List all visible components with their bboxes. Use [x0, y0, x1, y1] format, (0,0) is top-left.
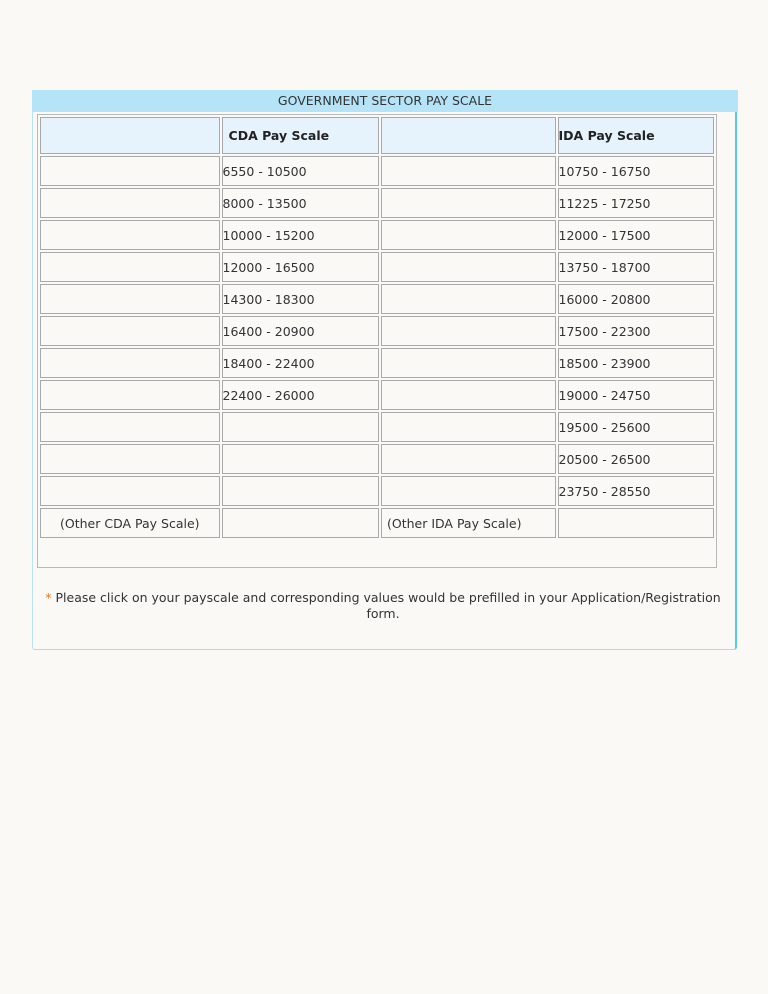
ida-pay-scale-option[interactable]: 11225 - 17250: [558, 188, 714, 218]
ida-pay-scale-option[interactable]: 19500 - 25600: [558, 412, 714, 442]
cda-pay-scale-empty: [222, 444, 379, 474]
spacer-cell: [40, 444, 220, 474]
ida-pay-scale-option[interactable]: 10750 - 16750: [558, 156, 714, 186]
other-ida-pay-scale-option[interactable]: (Other IDA Pay Scale): [381, 508, 556, 538]
spacer-cell: [381, 348, 556, 378]
table-row-other: [40, 508, 714, 538]
cda-pay-scale-empty: [222, 476, 379, 506]
ida-pay-scale-option[interactable]: 16000 - 20800: [558, 284, 714, 314]
spacer-cell: [40, 348, 220, 378]
spacer-cell: [381, 284, 556, 314]
table-row: [40, 156, 714, 186]
spacer-cell: [40, 188, 220, 218]
spacer-cell: [558, 508, 714, 538]
cda-pay-scale-option[interactable]: 6550 - 10500: [222, 156, 379, 186]
header-cell-blank-ida: [381, 117, 556, 154]
cda-pay-scale-option[interactable]: 14300 - 18300: [222, 284, 379, 314]
spacer-cell: [381, 252, 556, 282]
instruction-text: Please click on your payscale and corresponding values would be prefilled in your Application/Registration form.: [51, 590, 721, 621]
cda-pay-scale-option[interactable]: 16400 - 20900: [222, 316, 379, 346]
pay-scale-table-frame: [37, 114, 717, 568]
spacer-cell: [381, 444, 556, 474]
table-row: [40, 188, 714, 218]
table-row: [40, 284, 714, 314]
spacer-cell: [381, 188, 556, 218]
header-ida-pay-scale: IDA Pay Scale: [558, 117, 714, 154]
table-row: [40, 476, 714, 506]
ida-pay-scale-option[interactable]: 12000 - 17500: [558, 220, 714, 250]
other-cda-pay-scale-option[interactable]: (Other CDA Pay Scale): [40, 508, 220, 538]
pay-scale-panel: [32, 90, 737, 650]
ida-pay-scale-option[interactable]: 23750 - 28550: [558, 476, 714, 506]
header-cda-pay-scale: CDA Pay Scale: [222, 117, 379, 154]
spacer-cell: [381, 220, 556, 250]
ida-pay-scale-option[interactable]: 17500 - 22300: [558, 316, 714, 346]
instruction-note: [43, 590, 723, 622]
ida-pay-scale-option[interactable]: 18500 - 23900: [558, 348, 714, 378]
cda-pay-scale-empty: [222, 412, 379, 442]
spacer-cell: [381, 316, 556, 346]
cda-pay-scale-option[interactable]: 12000 - 16500: [222, 252, 379, 282]
spacer-cell: [40, 380, 220, 410]
spacer-cell: [40, 316, 220, 346]
cda-pay-scale-option[interactable]: 10000 - 15200: [222, 220, 379, 250]
cda-pay-scale-option[interactable]: 8000 - 13500: [222, 188, 379, 218]
panel-title: GOVERNMENT SECTOR PAY SCALE: [32, 90, 738, 112]
table-row: [40, 316, 714, 346]
cda-pay-scale-option[interactable]: 18400 - 22400: [222, 348, 379, 378]
table-header-row: [40, 117, 714, 154]
spacer-cell: [381, 476, 556, 506]
table-row: [40, 444, 714, 474]
cda-pay-scale-option[interactable]: 22400 - 26000: [222, 380, 379, 410]
header-cell-blank-cda: [40, 117, 220, 154]
pay-scale-table: [38, 115, 716, 540]
ida-pay-scale-option[interactable]: 19000 - 24750: [558, 380, 714, 410]
spacer-cell: [40, 412, 220, 442]
table-row: [40, 348, 714, 378]
spacer-cell: [40, 284, 220, 314]
ida-pay-scale-option[interactable]: 20500 - 26500: [558, 444, 714, 474]
spacer-cell: [40, 476, 220, 506]
table-row: [40, 252, 714, 282]
spacer-cell: [40, 156, 220, 186]
ida-pay-scale-option[interactable]: 13750 - 18700: [558, 252, 714, 282]
spacer-cell: [40, 220, 220, 250]
spacer-cell: [381, 412, 556, 442]
required-asterisk: *: [45, 590, 52, 605]
table-row: [40, 412, 714, 442]
spacer-cell: [381, 380, 556, 410]
spacer-cell: [40, 252, 220, 282]
spacer-cell: [381, 156, 556, 186]
table-row: [40, 380, 714, 410]
spacer-cell: [222, 508, 379, 538]
table-row: [40, 220, 714, 250]
